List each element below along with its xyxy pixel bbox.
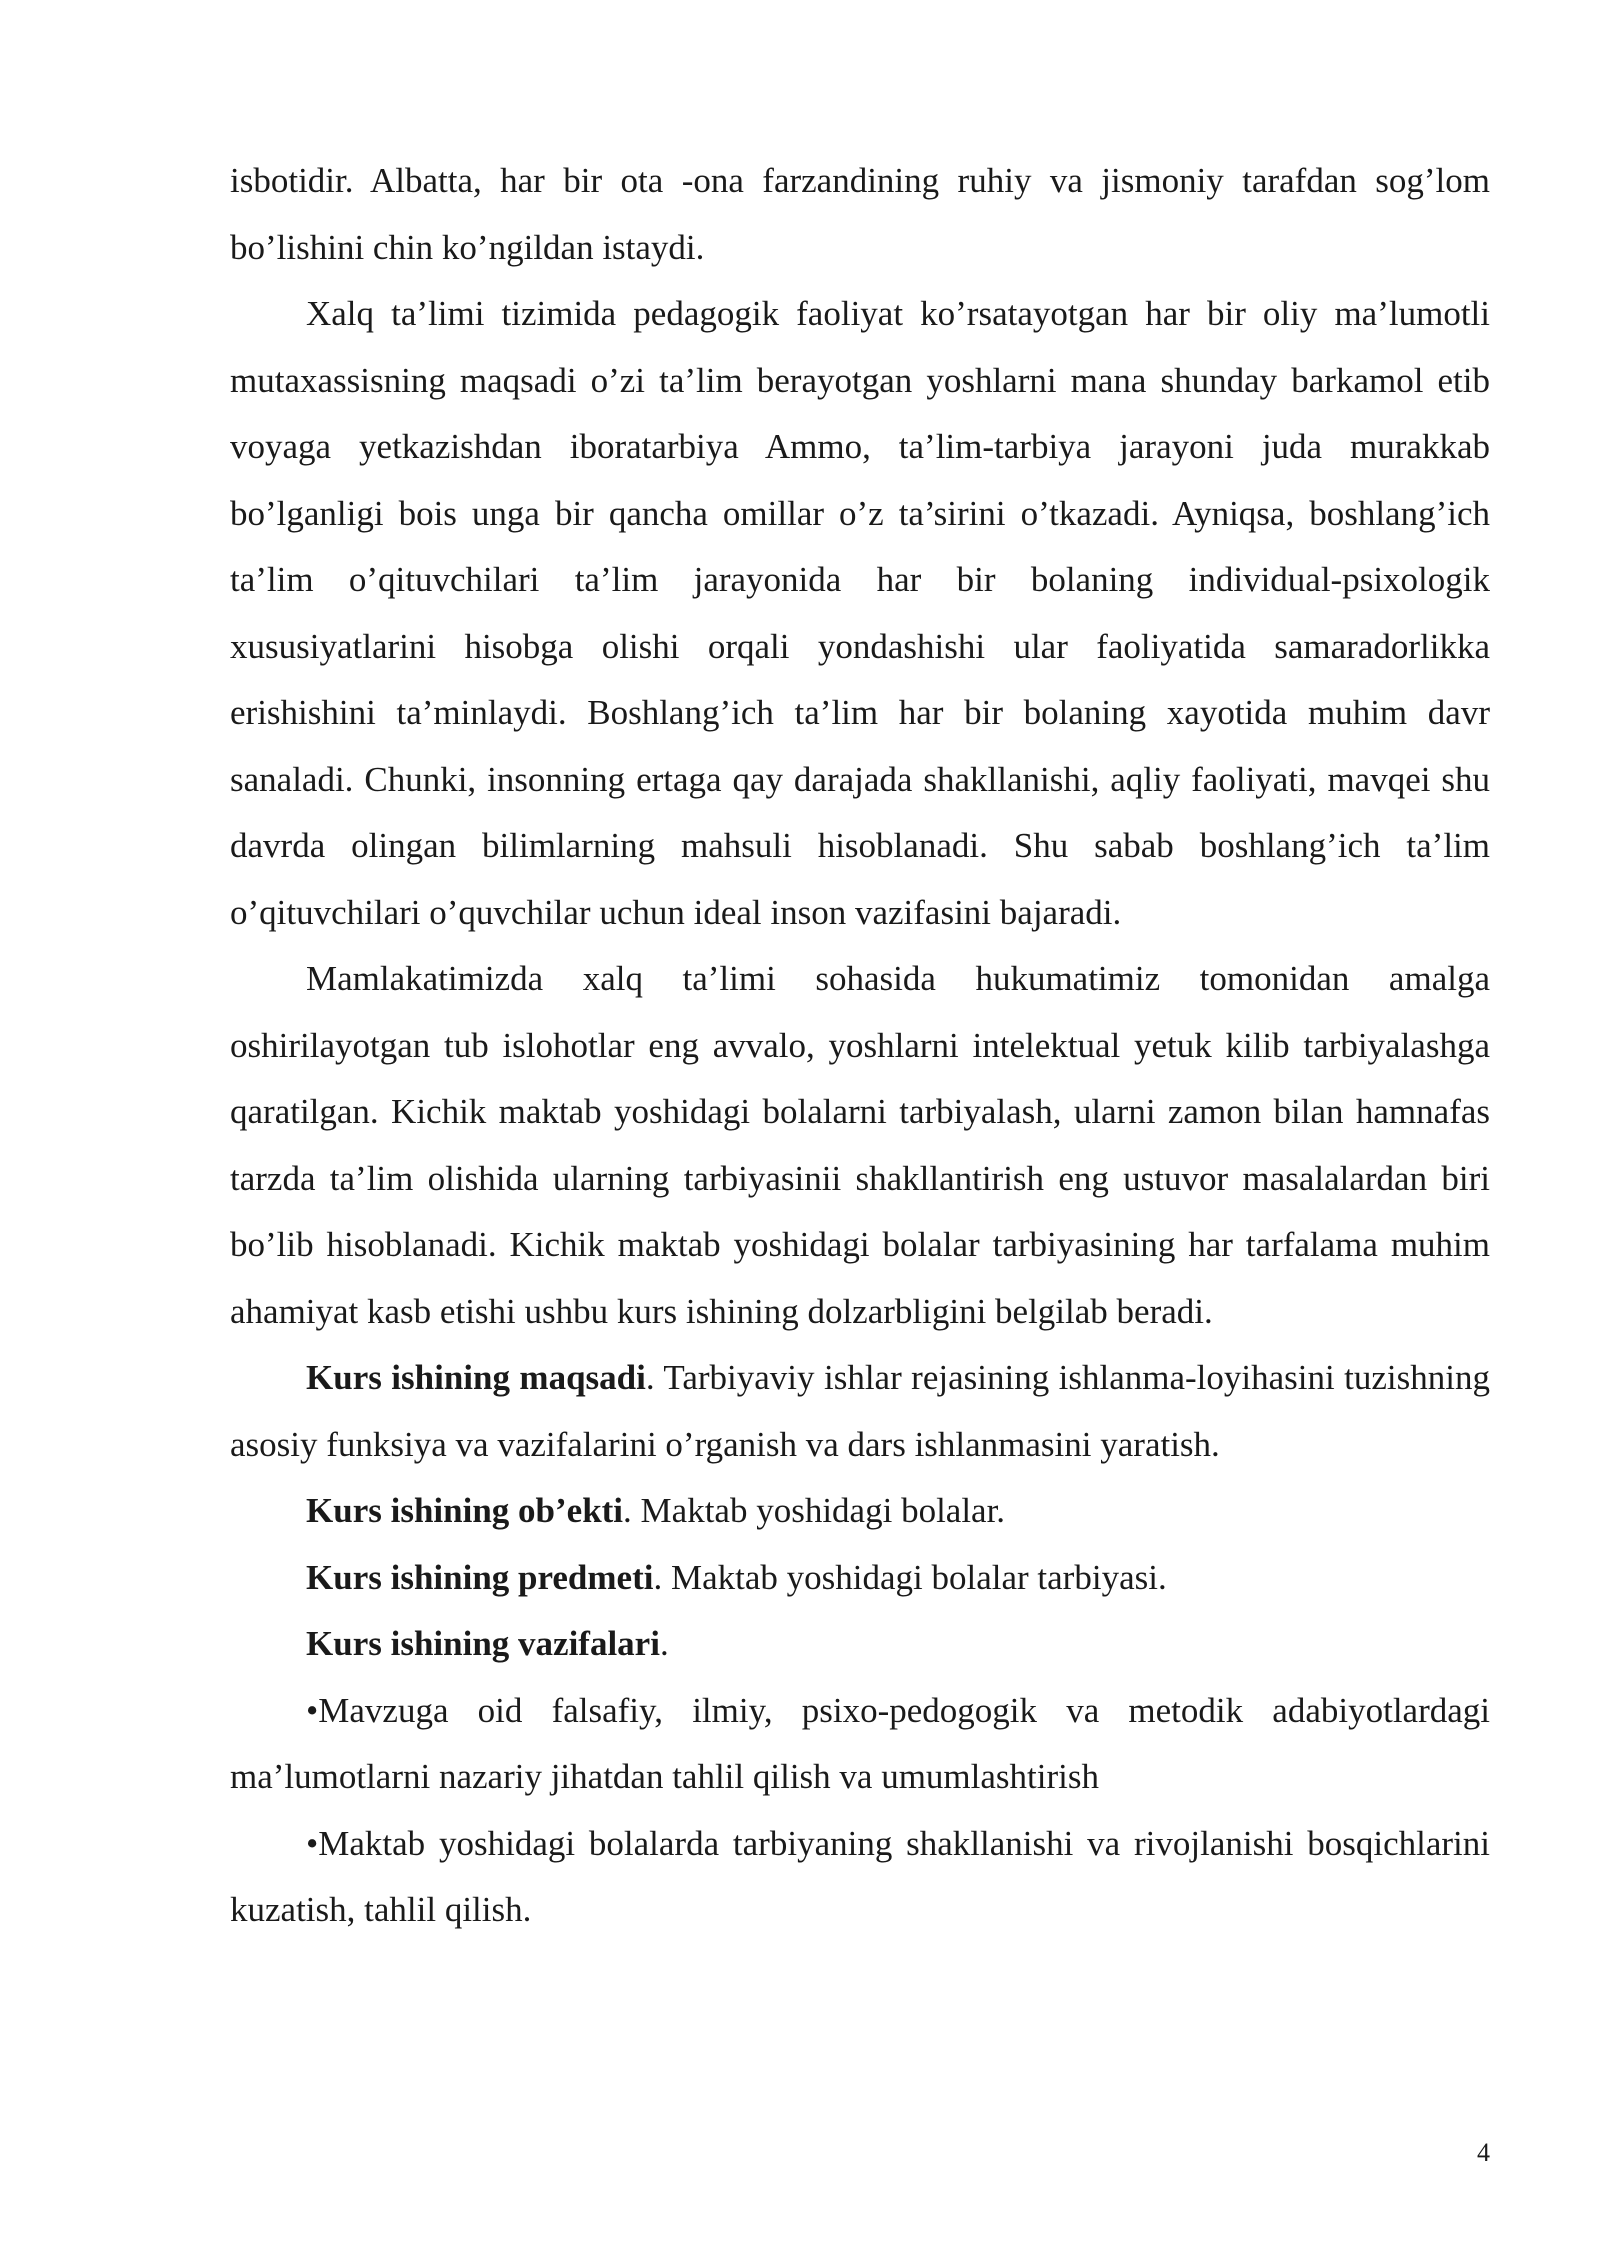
bullet-item-observation-text: Maktab yoshidagi bolalarda tarbiyaning shakllanishi va rivojlanishi bosqichlarini kuzatish, tahlil qilish.: [230, 1823, 1490, 1929]
bullet-item-analysis: [230, 1678, 1490, 1811]
document-body: [230, 148, 1490, 1944]
paragraph-tasks: [230, 1611, 1490, 1678]
bullet-icon: •: [306, 1823, 319, 1863]
object-heading: Kurs ishining ob’ekti: [306, 1491, 624, 1530]
paragraph-education-system: Xalq ta’limi tizimida pedagogik faoliyat ko’rsatayotgan har bir oliy ma’lumotli mutaxassisning maqsadi o’zi ta’lim berayotgan yoshlarni mana shunday barkamol etib voyaga yetkazishdan iboratarbiya Ammo, ta’lim-tarbiya jarayoni juda murakkab bo’lganligi bois unga bir qancha omillar o’z ta’sirini o’tkazadi. Ayniqsa, boshlang’ich ta’lim o’qituvchilari ta’lim jarayonida har bir bolaning individual-psixologik xususiyatlarini hisobga olishi orqali yondashishi ular faoliyatida samaradorlikka erishishini ta’minlaydi. Boshlang’ich ta’lim har bir bolaning xayotida muhim davr sanaladi. Chunki, insonning ertaga qay darajada shakllanishi, aqliy faoliyati, mavqei shu davrda olingan bilimlarning mahsuli hisoblanadi. Shu sabab boshlang’ich ta’lim o’qituvchilari o’quvchilar uchun ideal inson vazifasini bajaradi.: [230, 294, 1490, 932]
tasks-text: .: [659, 1624, 669, 1663]
goal-heading: Kurs ishining maqsadi: [306, 1358, 646, 1397]
subject-text: . Maktab yoshidagi bolalar tarbiyasi.: [653, 1557, 1167, 1597]
paragraph-object: [230, 1478, 1490, 1545]
bullet-icon: •: [306, 1690, 319, 1730]
object-text: . Maktab yoshidagi bolalar.: [623, 1491, 1006, 1530]
paragraph-continuation: isbotidir. Albatta, har bir ota -ona farzandining ruhiy va jismoniy tarafdan sog’lom bo’lishini chin ko’ngildan istaydi.: [230, 161, 1490, 267]
paragraph-reforms: Mamlakatimizda xalq ta’limi sohasida hukumatimiz tomonidan amalga oshirilayotgan tub islohotlar eng avvalo, yoshlarni intelektual yetuk kilib tarbiyalashga qaratilgan. Kichik maktab yoshidagi bolalarni tarbiyalash, ularni zamon bilan hamnafas tarzda ta’lim olishida ularning tarbiyasinii shakllantirish eng ustuvor masalalardan biri bo’lib hisoblanadi. Kichik maktab yoshidagi bolalar tarbiyasining har tarfalama muhim ahamiyat kasb etishi ushbu kurs ishining dolzarbligini belgilab beradi.: [230, 959, 1490, 1331]
paragraph-goal: [230, 1345, 1490, 1478]
bullet-item-analysis-text: Mavzuga oid falsafiy, ilmiy, psixo-pedogogik va metodik adabiyotlardagi ma’lumotlarni nazariy jihatdan tahlil qilish va umumlashtirish: [230, 1690, 1490, 1796]
goal-text: . Tarbiyaviy ishlar rejasining ishlanma-loyihasini tuzishning asosiy funksiya va vazifalarini o’rganish va dars ishlanmasini yaratish.: [230, 1358, 1490, 1464]
bullet-item-observation: [230, 1811, 1490, 1944]
subject-heading: Kurs ishining predmeti: [306, 1557, 654, 1597]
page-number: 4: [1477, 2138, 1490, 2167]
tasks-heading: Kurs ishining vazifalari: [306, 1624, 660, 1663]
paragraph-subject: [230, 1545, 1490, 1612]
